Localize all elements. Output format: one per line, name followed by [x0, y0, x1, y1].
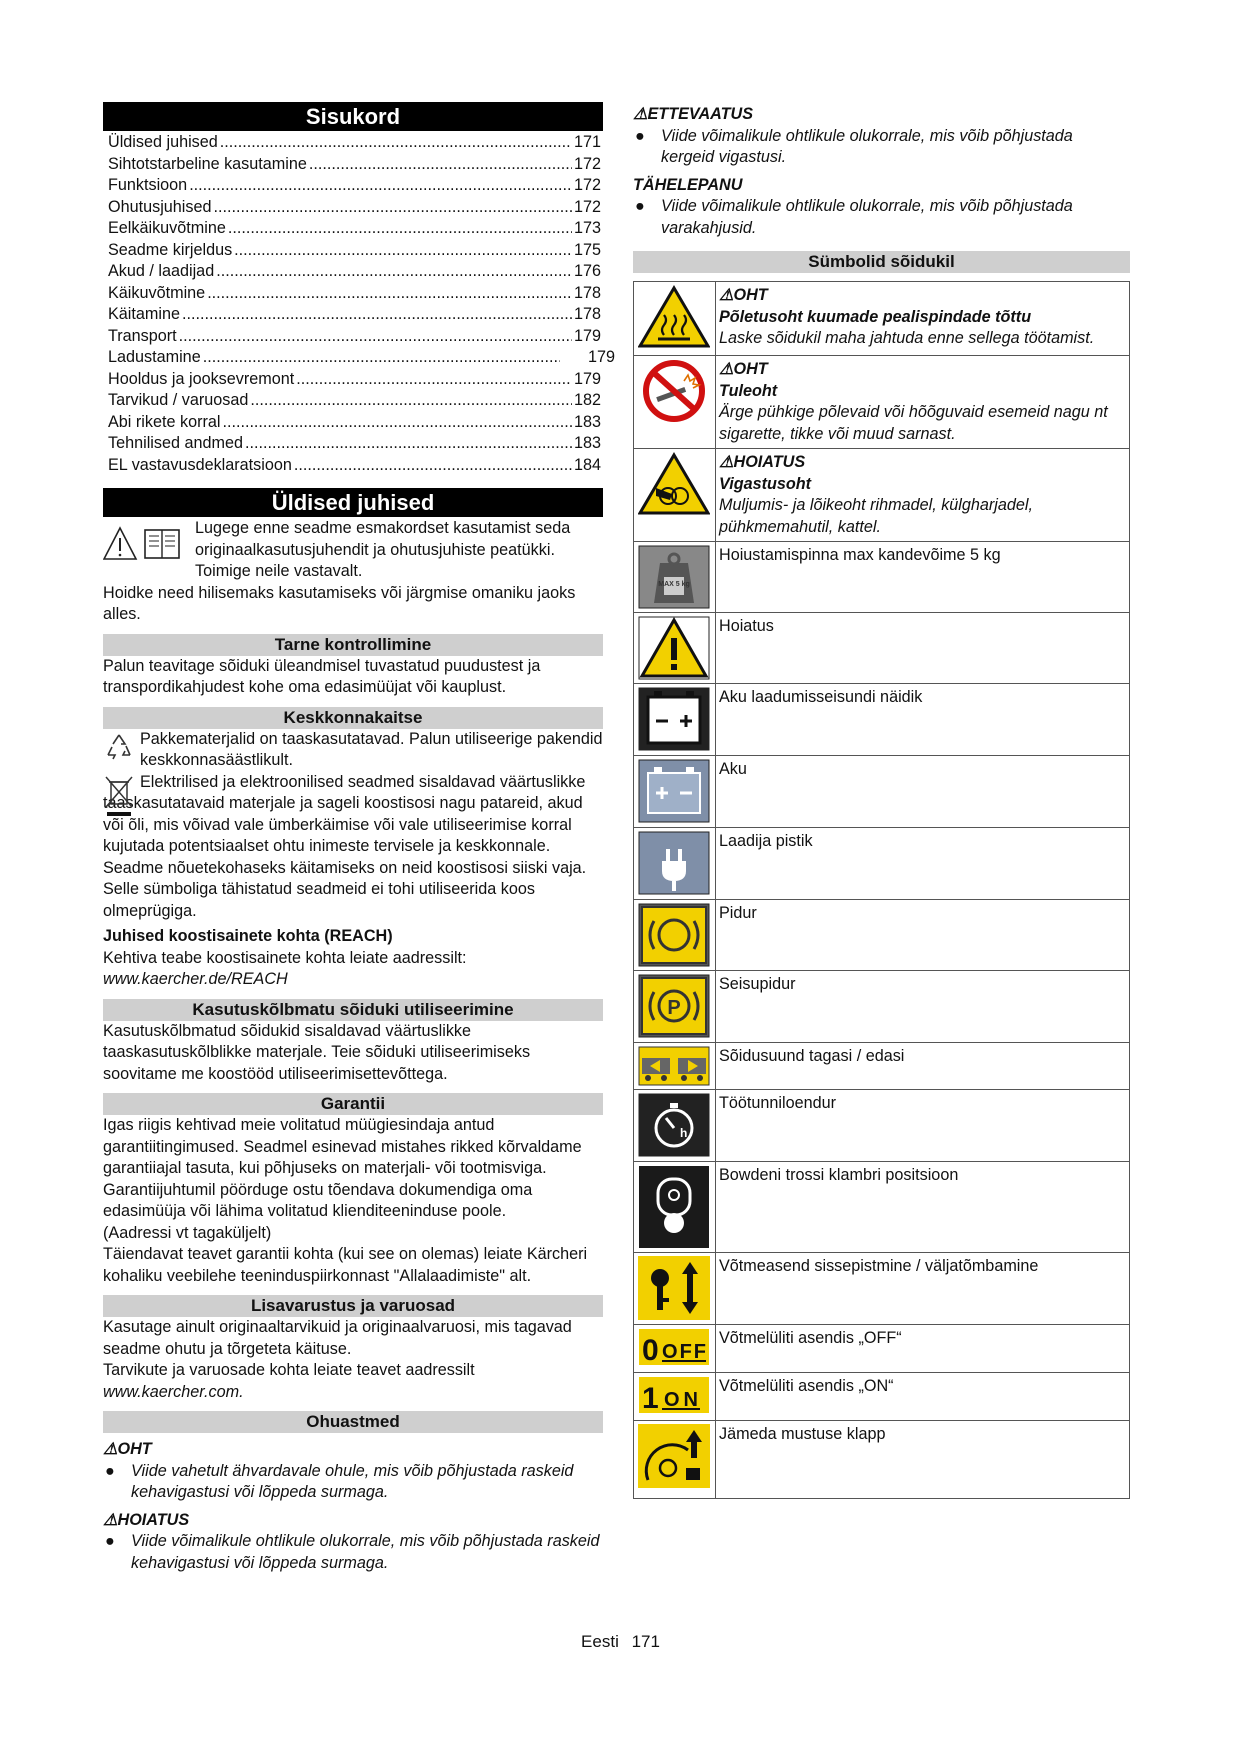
battery-indicator-icon [634, 684, 716, 756]
symbol-description [716, 1421, 1130, 1499]
max-weight-icon [634, 542, 716, 613]
toc-dot-leader [189, 175, 572, 197]
symbol-text: Hoiustamispinna max kandevõime 5 kg [719, 546, 1001, 564]
toc-entry-page: 178 [573, 283, 601, 302]
accessories-text-2: Tarvikute ja varuosade kohta leiate teavet aadressilt [103, 1361, 475, 1379]
symbol-description [716, 282, 1130, 356]
key-insert-icon [634, 1253, 716, 1325]
section-title-environment: Keskkonnakaitse [103, 707, 603, 729]
symbol-text: Töötunniloendur [719, 1094, 836, 1112]
svg-text:h: h [680, 1126, 688, 1140]
right-column [633, 104, 1130, 1499]
symbol-hazard-level: ⚠OHT [719, 360, 768, 378]
toc-entry-title: Üldised juhised [108, 133, 218, 151]
toc-entry-page: 172 [573, 197, 601, 216]
toc-entry-title: Eelkäikuvõtmine [108, 219, 226, 237]
symbol-hazard-type: Põletusoht kuumade pealispindade tõttu [719, 307, 1032, 326]
reach-text: Kehtiva teabe koostisainete kohta leiate aadressilt: [103, 948, 467, 967]
toc-dot-leader [309, 154, 572, 176]
toc-entry[interactable] [103, 304, 603, 326]
toc-entry[interactable] [103, 326, 603, 348]
symbol-row [634, 1090, 1130, 1162]
footer-page-number: 171 [631, 1632, 660, 1651]
toc-entry-title: Tehnilised andmed [108, 434, 243, 452]
toc-entry-page: 172 [573, 154, 601, 173]
left-column [103, 102, 615, 1574]
toc-entry-page: 172 [573, 176, 601, 194]
toc-entry[interactable] [103, 347, 615, 369]
symbol-text: Võtmelüliti asendis „OFF“ [719, 1329, 902, 1347]
toc-dot-leader [216, 261, 572, 283]
section-title-general: Üldised juhised [103, 488, 603, 517]
symbol-description [716, 613, 1130, 684]
page-footer [0, 1631, 1241, 1653]
symbol-text: Seisupidur [719, 975, 796, 993]
hazard-head-warning: ⚠HOIATUS [103, 1510, 190, 1529]
toc-entry-title: Abi rikete korral [108, 412, 221, 431]
toc-entry[interactable] [103, 412, 603, 434]
section-title-hazards: Ohuastmed [103, 1411, 603, 1433]
no-fire-icon [634, 356, 716, 449]
toc-entry-page: 182 [573, 391, 601, 409]
coarse-dirt-flap-icon [634, 1421, 716, 1499]
symbol-description [716, 900, 1130, 971]
toc-entry-page: 184 [573, 455, 601, 474]
toc-entry-page: 176 [573, 262, 601, 280]
symbol-description [716, 542, 1130, 613]
toc-entry[interactable] [103, 218, 603, 240]
toc-dot-leader [250, 390, 572, 412]
symbol-description [716, 1373, 1130, 1421]
hazard-item-notice: ● Viide võimalikule ohtlikule olukorrale, mis võib põhjustada varakahjusid. [635, 197, 1073, 237]
svg-text:0: 0 [642, 1334, 659, 1366]
svg-text:ON: ON [664, 1389, 698, 1411]
symbol-row [634, 282, 1130, 356]
toc-entry[interactable] [103, 433, 603, 455]
symbol-row [634, 971, 1130, 1043]
recycle-notice [103, 729, 603, 772]
toc-entry[interactable] [103, 261, 603, 283]
symbol-text: Pidur [719, 904, 757, 922]
symbol-description [716, 756, 1130, 828]
key-off-icon [634, 1325, 716, 1373]
warning-icon [634, 613, 716, 684]
symbol-description [716, 356, 1130, 449]
toc-dot-leader [222, 412, 572, 434]
symbol-hazard-type: Vigastusoht [719, 474, 812, 493]
toc-entry[interactable] [103, 175, 603, 197]
symbol-description [716, 1162, 1130, 1253]
toc-entry[interactable] [103, 240, 603, 262]
toc-title: Sisukord [103, 102, 603, 131]
toc-entry-page: 179 [573, 326, 601, 345]
accessories-url[interactable]: www.kaercher.com. [103, 1382, 244, 1401]
symbol-text: Laske sõidukil maha jahtuda enne sellega töötamist. [719, 329, 1095, 347]
hazard-item-danger: ● Viide vahetult ähvardavale ohule, mis võib põhjustada raskeid kehavigastusi või lõppeda surmaga. [105, 1461, 574, 1501]
reach-url[interactable]: www.kaercher.de/REACH [103, 970, 288, 988]
symbol-hazard-level: ⚠HOIATUS [719, 453, 806, 471]
section-title-warranty: Garantii [103, 1093, 603, 1115]
read-manual-icon-group [103, 518, 195, 562]
warranty-text-3: Täiendavat teavet garantii kohta (kui see on olemas) leiate Kärcheri kohaliku veebilehe teeninduspiirkonnast "Allalaadimiste" alt. [103, 1245, 588, 1285]
svg-text:P: P [667, 997, 681, 1019]
symbol-text: Aku [719, 760, 747, 778]
toc-entry-title: Seadme kirjeldus [108, 240, 233, 259]
symbol-row [634, 900, 1130, 971]
symbol-description [716, 971, 1130, 1043]
symbol-row [634, 356, 1130, 449]
toc-entry[interactable] [103, 283, 603, 305]
symbol-text: Bowdeni trossi klambri positsioon [719, 1166, 959, 1184]
symbol-text: Hoiatus [719, 617, 774, 635]
toc-entry-title: Ladustamine [108, 348, 201, 366]
max-weight-label: MAX 5 kg [658, 581, 690, 588]
toc-entry-page: 179 [573, 369, 601, 388]
symbol-row [634, 1162, 1130, 1253]
toc-entry-title: Ohutusjuhised [108, 197, 212, 216]
disposal-text: Kasutuskõlbmatud sõidukid sisaldavad väärtuslikke taaskasutuskõlblikke materjale. Teie sõiduki utiliseerimiseks soovitame me koostööd utiliseerimisettevõttega. [103, 1021, 531, 1083]
symbol-row [634, 1373, 1130, 1421]
general-notice [103, 518, 603, 583]
toc-entry-page: 179 [587, 348, 615, 366]
footer-language: Eesti [581, 1632, 619, 1651]
key-on-icon [634, 1373, 716, 1421]
warranty-text-2: (Aadressi vt tagaküljelt) [103, 1223, 272, 1242]
toc-entry-page: 171 [573, 133, 601, 151]
general-icon-text: Lugege enne seadme esmakordset kasutamist seda originaalkasutusjuhendit ja ohutusjuhiste peatükki. Toimige neile vastavalt. [195, 519, 571, 580]
toc-entry[interactable] [103, 390, 603, 412]
symbol-text: Laadija pistik [719, 832, 813, 850]
symbol-description [716, 684, 1130, 756]
weee-text: Elektrilised ja elektroonilised seadmed sisaldavad väärtuslikke taaskasutatavaid materjale ja sageli koostisosi nagu patareid, akud või õli, mis võivad vale ümberkäimise või vale utiliseerimise korral kujutada potentsiaalset ohtu inimeste tervisele ja keskkonnale. Seadme nõuetekohaseks käitamiseks on neid koostisosi siiski vaja. Selle sümboliga tähistatud seadmeid ei tohi utiliseerida koos olmeprügiga. [103, 772, 587, 920]
toc-dot-leader [182, 304, 572, 326]
toc-entry[interactable] [103, 154, 603, 176]
toc-dot-leader [179, 326, 572, 348]
symbol-description [716, 449, 1130, 542]
symbol-text: Võtmelüliti asendis „ON“ [719, 1377, 894, 1395]
symbol-row [634, 756, 1130, 828]
symbol-text: Võtmeasend sissepistmine / väljatõmbamine [719, 1257, 1039, 1275]
recycle-text: Pakkematerjalid on taaskasutatavad. Palun utiliseerige pakendid keskkonnasäästlikult. [140, 729, 603, 769]
symbol-description [716, 1325, 1130, 1373]
charger-plug-icon [634, 828, 716, 900]
toc-dot-leader [203, 347, 560, 369]
symbol-row [634, 1253, 1130, 1325]
toc-dot-leader [234, 240, 572, 262]
symbol-row [634, 613, 1130, 684]
battery-icon [634, 756, 716, 828]
toc-entry-title: EL vastavusdeklaratsioon [108, 455, 292, 474]
toc-dot-leader [294, 455, 572, 477]
section-title-accessories: Lisavarustus ja varuosad [103, 1295, 603, 1317]
symbol-text: Muljumis- ja lõikeoht rihmadel, külgharjadel, pühkmemahutil, kattel. [719, 496, 1033, 536]
section-title-disposal: Kasutuskõlbmatu sõiduki utiliseerimine [103, 999, 603, 1021]
symbol-description [716, 1043, 1130, 1090]
symbol-row [634, 828, 1130, 900]
toc-entry[interactable] [103, 197, 603, 219]
toc-entry-title: Käikuvõtmine [108, 283, 206, 302]
toc-entry-title: Funktsioon [108, 176, 188, 194]
toc-entry-page: 183 [573, 412, 601, 431]
hazard-item-caution: ● Viide võimalikule ohtlikule olukorrale, mis võib põhjustada kergeid vigastusi. [635, 126, 1073, 166]
symbol-row [634, 1421, 1130, 1499]
symbol-text: Aku laadumisseisundi näidik [719, 688, 923, 706]
toc-dot-leader [228, 218, 572, 240]
symbol-text: Ärge pühkige põlevaid või hõõguvaid esemeid nagu nt sigarette, tikke või muud sarnast. [719, 403, 1108, 443]
section-title-symbols: Sümbolid sõidukil [633, 251, 1130, 273]
symbol-row [634, 542, 1130, 613]
toc-entry[interactable] [103, 455, 603, 477]
hazard-item-warning: ● Viide võimalikule ohtlikule olukorrale, mis võib põhjustada raskeid kehavigastusi või lõppeda surmaga. [105, 1532, 600, 1572]
recycle-icon [103, 731, 135, 763]
symbols-table [633, 281, 1130, 1499]
toc-entry[interactable] [103, 369, 603, 391]
toc-entry-page: 178 [573, 305, 601, 323]
symbol-row [634, 684, 1130, 756]
read-manual-icon [103, 526, 183, 562]
symbol-text: Sõidusuund tagasi / edasi [719, 1047, 905, 1065]
toc-dot-leader [207, 283, 572, 305]
toc-dot-leader [296, 369, 572, 391]
symbol-text: Jämeda mustuse klapp [719, 1425, 886, 1443]
toc-entry-page: 183 [573, 434, 601, 452]
svg-text:OFF: OFF [662, 1341, 706, 1363]
hazard-head-notice: TÄHELEPANU [633, 175, 743, 194]
warranty-text-1: Igas riigis kehtivad meie volitatud müügiesindaja antud garantiitingimused. Seadmel esinevad mistahes rikked kõrvaldame garantiiajal tasuta, kui põhjuseks on materjali- või tootmisviga. Garantiijuhtumil pöörduge ostu tõendava dokumendiga oma edasimüüja või lähima volitatud klienditeeninduse poole. [103, 1116, 582, 1220]
hot-surface-icon [634, 282, 716, 356]
toc-entry-title: Transport [108, 326, 177, 345]
symbol-description [716, 1253, 1130, 1325]
hazard-head-caution: ⚠ETTEVAATUS [633, 105, 754, 123]
toc-entry-title: Käitamine [108, 305, 180, 323]
toc-entry-title: Hooldus ja jooksevremont [108, 369, 295, 388]
symbol-row [634, 1043, 1130, 1090]
svg-text:1: 1 [642, 1382, 659, 1414]
hand-crush-icon [634, 449, 716, 542]
symbol-row [634, 449, 1130, 542]
toc-dot-leader [220, 132, 572, 154]
delivery-text: Palun teavitage sõiduki üleandmisel tuvastatud puudustest ja transpordikahjudest kohe oma edasimüüjat või kauplust. [103, 656, 541, 696]
direction-icon [634, 1043, 716, 1090]
toc-entry[interactable] [103, 132, 603, 154]
toc-entry-title: Sihtotstarbeline kasutamine [108, 154, 307, 173]
crossed-bin-icon [103, 774, 135, 818]
section-title-delivery: Tarne kontrollimine [103, 634, 603, 656]
accessories-text-1: Kasutage ainult originaaltarvikuid ja originaalvaruosi, mis tagavad seadme ohutu ja tõrgeteta käituse. [103, 1318, 572, 1358]
bowden-clamp-icon [634, 1162, 716, 1253]
toc-list [103, 132, 615, 476]
toc-entry-page: 175 [573, 240, 601, 259]
reach-title: Juhised koostisainete kohta (REACH) [103, 927, 393, 945]
hour-meter-icon [634, 1090, 716, 1162]
symbol-hazard-type: Tuleoht [719, 381, 778, 400]
symbol-description [716, 828, 1130, 900]
weee-notice [103, 772, 603, 923]
symbol-description [716, 1090, 1130, 1162]
brake-icon [634, 900, 716, 971]
symbol-hazard-level: ⚠OHT [719, 286, 768, 304]
toc-entry-page: 173 [573, 219, 601, 237]
general-text: Hoidke need hilisemaks kasutamiseks või järgmise omaniku jaoks alles. [103, 583, 576, 623]
toc-dot-leader [245, 433, 572, 455]
toc-entry-title: Tarvikud / varuosad [108, 391, 249, 409]
toc-dot-leader [214, 197, 572, 219]
toc-entry-title: Akud / laadijad [108, 262, 215, 280]
hazard-head-danger: ⚠OHT [103, 1440, 152, 1458]
parking-brake-icon [634, 971, 716, 1043]
symbol-row [634, 1325, 1130, 1373]
